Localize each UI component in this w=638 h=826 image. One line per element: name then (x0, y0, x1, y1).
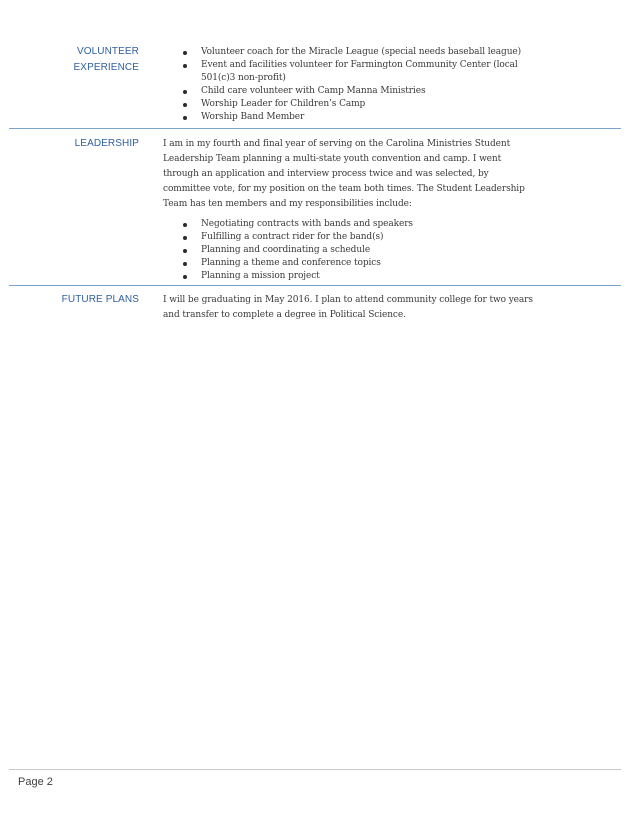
volunteer-content (163, 46, 533, 124)
list-item: Fulfilling a contract rider for the band(s) (163, 231, 533, 244)
list-item: Negotiating contracts with bands and speakers (163, 218, 533, 231)
volunteer-heading-line1: VOLUNTEER (76, 46, 139, 57)
leadership-content (163, 137, 533, 283)
leadership-paragraph: I am in my fourth and final year of serving on the Carolina Ministries Student Leadership Team planning a multi-state youth convention and camp. I went through an application and interview process twice and was selected, by committee vote, for my position on the team both times. The Student Leadership Team has ten members and my responsibilities include: (163, 139, 525, 209)
volunteer-heading (74, 44, 139, 76)
list-item: Event and facilities volunteer for Farmington Community Center (local 501(c)3 non-profit) (163, 59, 533, 85)
volunteer-heading-line2: EXPERIENCE (73, 62, 139, 73)
list-item: Worship Leader for Children’s Camp (163, 98, 533, 111)
list-item: Child care volunteer with Camp Manna Ministries (163, 85, 533, 98)
leadership-heading: LEADERSHIP (74, 138, 139, 149)
future-plans-heading: FUTURE PLANS (61, 294, 139, 305)
list-item: Worship Band Member (163, 111, 533, 124)
section-divider (9, 128, 621, 129)
section-divider (9, 285, 621, 286)
leadership-list (163, 218, 533, 283)
list-item: Volunteer coach for the Miracle League (special needs baseball league) (163, 46, 533, 59)
future-plans-content (163, 293, 533, 323)
page-number: Page 2 (18, 776, 53, 788)
future-plans-paragraph: I will be graduating in May 2016. I plan to attend community college for two years and transfer to complete a degree in Political Science. (163, 295, 533, 320)
list-item: Planning a mission project (163, 270, 533, 283)
list-item: Planning and coordinating a schedule (163, 244, 533, 257)
volunteer-list (163, 46, 533, 124)
list-item: Planning a theme and conference topics (163, 257, 533, 270)
footer-divider (9, 769, 621, 770)
